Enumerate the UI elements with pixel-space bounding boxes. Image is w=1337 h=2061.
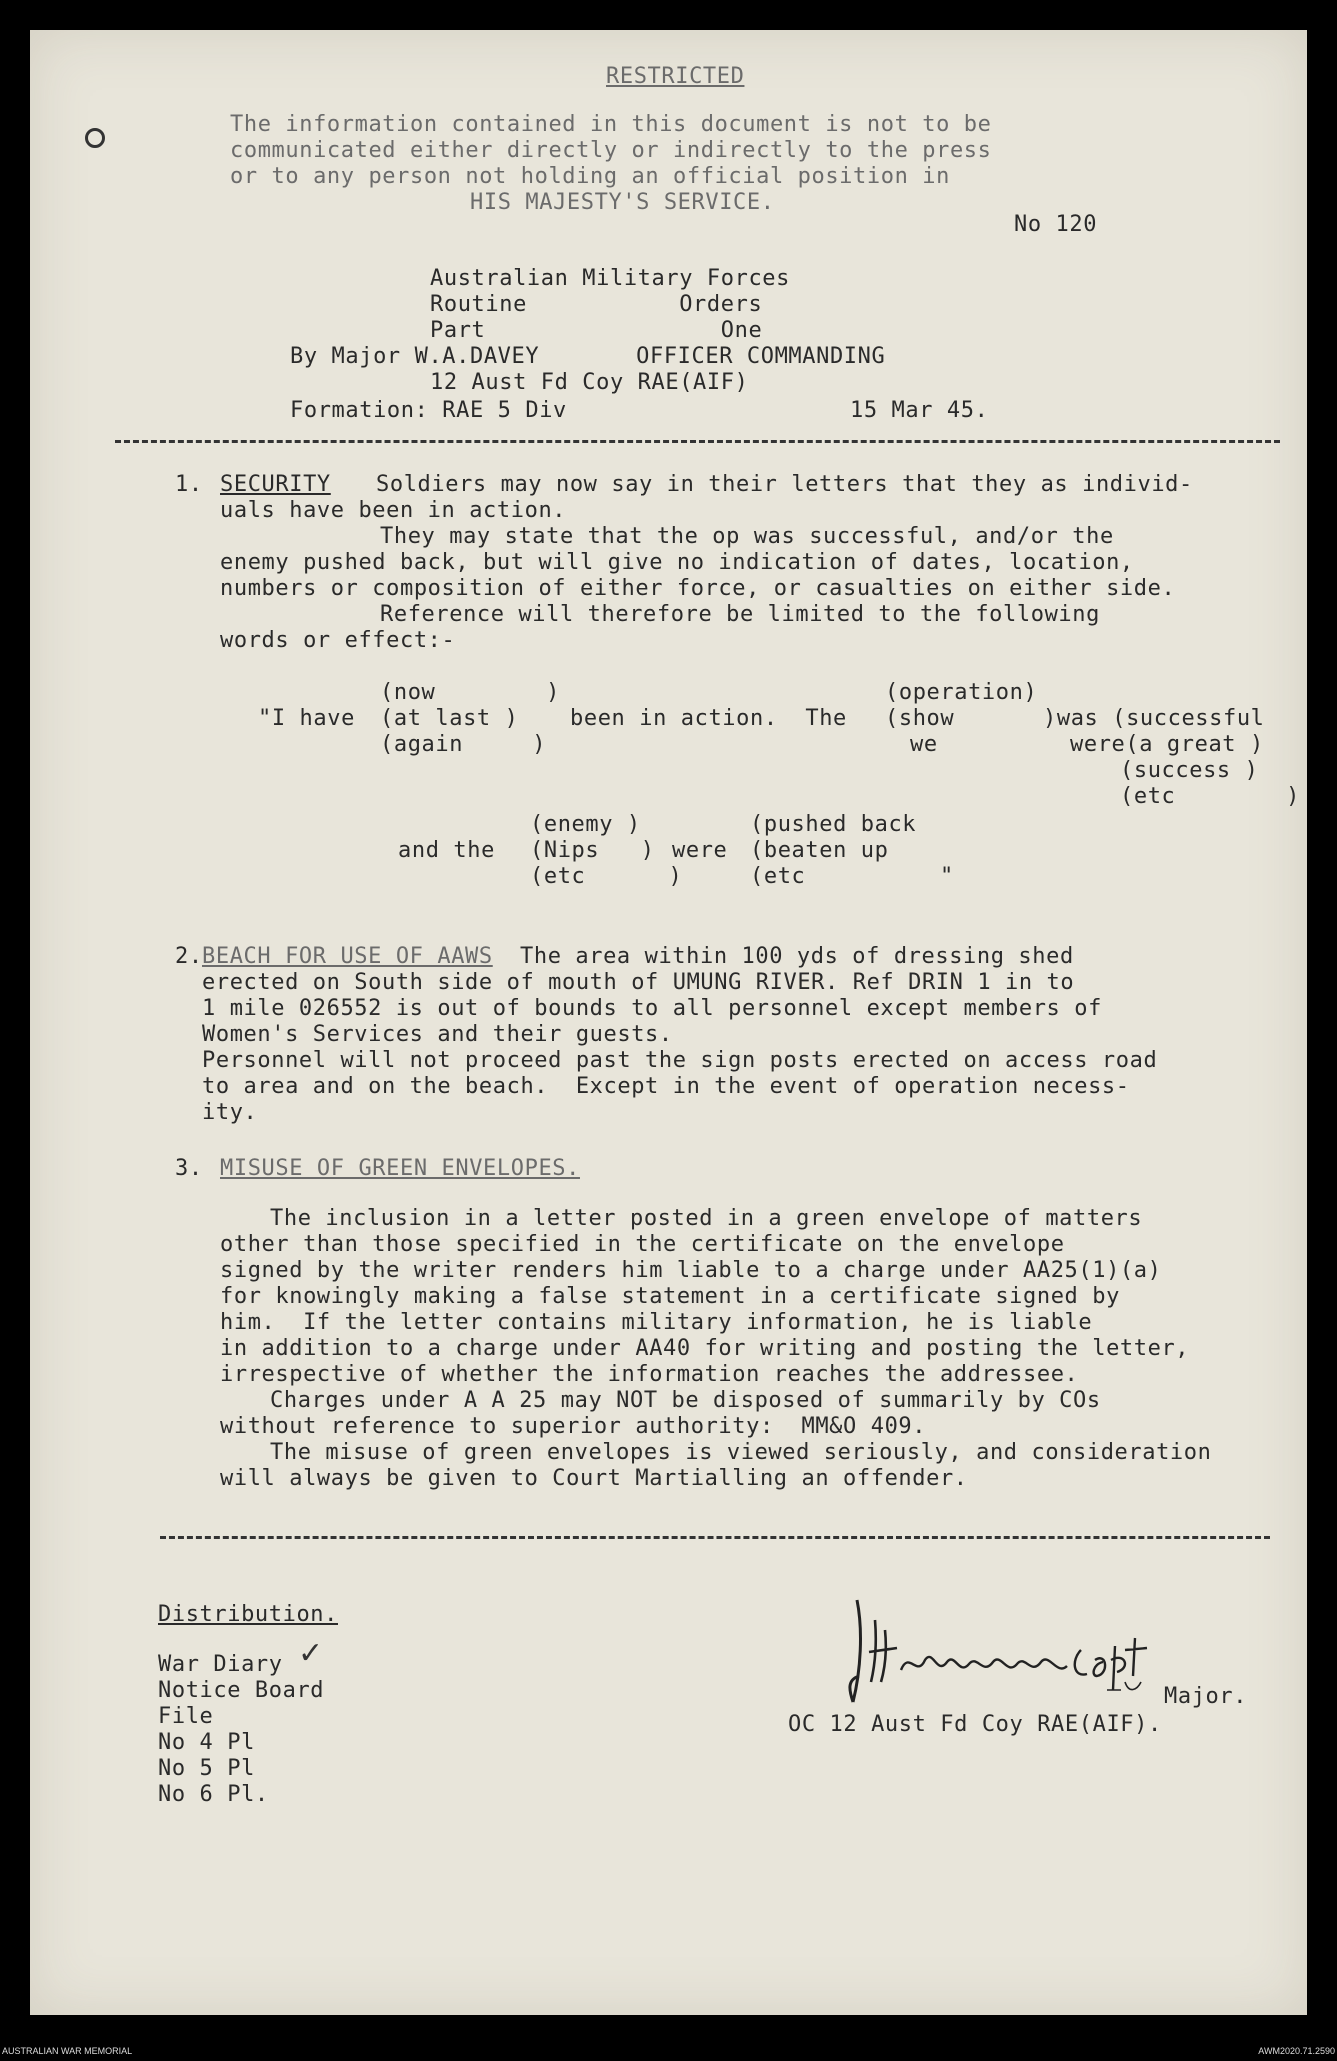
example-option: (show bbox=[885, 706, 955, 731]
title-line-1: Australian Military Forces bbox=[430, 266, 790, 291]
distribution-item: No 5 Pl bbox=[158, 1756, 255, 1781]
order-date: 15 Mar 45. bbox=[850, 398, 989, 423]
distribution-item: Notice Board bbox=[158, 1678, 325, 1703]
section-2-number: 2. bbox=[175, 944, 203, 969]
title-line-4: By Major W.A.DAVEY OFFICER COMMANDING bbox=[290, 344, 886, 369]
example-option: (Nips ) bbox=[530, 838, 655, 863]
section-2-line: Women's Services and their guests. bbox=[202, 1022, 673, 1047]
example-option: )was (successful bbox=[1043, 706, 1265, 731]
section-1-line: Reference will therefore be limited to the following bbox=[380, 602, 1100, 627]
punch-hole-ring bbox=[85, 128, 105, 148]
formation-line: Formation: RAE 5 Div bbox=[290, 398, 567, 423]
example-were: were bbox=[672, 838, 728, 863]
example-close-quote: " bbox=[940, 864, 954, 889]
example-option: (at last ) bbox=[380, 706, 519, 731]
distribution-item: War Diary bbox=[158, 1652, 283, 1677]
section-3-line: will always be given to Court Martialling an offender. bbox=[220, 1466, 968, 1491]
example-option: (enemy ) bbox=[530, 812, 641, 837]
notice-line-4: HIS MAJESTY'S SERVICE. bbox=[470, 190, 775, 215]
example-option: were(a great ) bbox=[1070, 732, 1264, 757]
restricted-stamp: RESTRICTED bbox=[606, 64, 745, 89]
section-3-line: other than those specified in the certificate on the envelope bbox=[220, 1232, 1065, 1257]
title-line-3: Part One bbox=[430, 318, 763, 343]
section-2-line: erected on South side of mouth of UMUNG RIVER. Ref DRIN 1 in to bbox=[202, 970, 1075, 995]
distribution-item: File bbox=[158, 1704, 214, 1729]
section-3-line: Charges under A A 25 may NOT be disposed of summarily by COs bbox=[270, 1388, 1101, 1413]
order-number: No 120 bbox=[1014, 212, 1098, 237]
separator-rule-top bbox=[115, 440, 1280, 443]
section-1-line: They may state that the op was successful, and/or the bbox=[380, 524, 1114, 549]
example-option: (etc bbox=[750, 864, 806, 889]
section-3-line: The inclusion in a letter posted in a green envelope of matters bbox=[270, 1206, 1143, 1231]
section-3-heading: MISUSE OF GREEN ENVELOPES. bbox=[220, 1156, 580, 1181]
separator-rule-bottom bbox=[160, 1536, 1270, 1539]
signoff-unit: OC 12 Aust Fd Coy RAE(AIF). bbox=[788, 1712, 1162, 1737]
section-1-line: numbers or composition of either force, or casualties on either side. bbox=[220, 576, 1176, 601]
section-3-line: without reference to superior authority: MM&O 409. bbox=[220, 1414, 927, 1439]
notice-line-3: or to any person not holding an official position in bbox=[230, 164, 950, 189]
section-3-line: signed by the writer renders him liable to a charge under AA25(1)(a) bbox=[220, 1258, 1162, 1283]
section-1-line: words or effect:- bbox=[220, 628, 456, 653]
example-option: (beaten up bbox=[750, 838, 889, 863]
section-3-number: 3. bbox=[175, 1156, 203, 1181]
distribution-item: No 4 Pl bbox=[158, 1730, 255, 1755]
archive-footer bbox=[0, 2040, 1337, 2061]
title-line-5: 12 Aust Fd Coy RAE(AIF) bbox=[430, 370, 749, 395]
section-3-line: in addition to a charge under AA40 for writing and posting the letter, bbox=[220, 1336, 1190, 1361]
signoff-rank: Major. bbox=[1164, 1684, 1248, 1709]
example-option: (now ) bbox=[380, 680, 560, 705]
example-option: (pushed back bbox=[750, 812, 917, 837]
notice-line-2: communicated either directly or indirectly to the press bbox=[230, 138, 992, 163]
section-1-line: uals have been in action. bbox=[220, 498, 567, 523]
document-page bbox=[30, 30, 1307, 2015]
section-2-heading: BEACH FOR USE OF AAWS bbox=[202, 944, 493, 969]
example-option: (etc ) bbox=[1120, 784, 1300, 809]
footer-accession-number: AWM2020.71.2590 bbox=[1258, 2046, 1335, 2056]
example-and-the: and the bbox=[398, 838, 495, 863]
footer-institution: AUSTRALIAN WAR MEMORIAL bbox=[2, 2046, 133, 2056]
section-3-line: for knowingly making a false statement in a certificate signed by bbox=[220, 1284, 1120, 1309]
section-2-line: The area within 100 yds of dressing shed bbox=[520, 944, 1074, 969]
checkmark-icon: ✓ bbox=[298, 1636, 324, 1671]
distribution-item: No 6 Pl. bbox=[158, 1782, 269, 1807]
section-3-line: irrespective of whether the information reaches the addressee. bbox=[220, 1362, 1079, 1387]
title-line-2: Routine Orders bbox=[430, 292, 763, 317]
section-3-line: The misuse of green envelopes is viewed seriously, and consideration bbox=[270, 1440, 1212, 1465]
section-3-line: him. If the letter contains military information, he is liable bbox=[220, 1310, 1093, 1335]
section-2-line: Personnel will not proceed past the sign posts erected on access road bbox=[202, 1048, 1158, 1073]
section-2-line: to area and on the beach. Except in the event of operation necess- bbox=[202, 1074, 1130, 1099]
section-1-heading: SECURITY bbox=[220, 472, 331, 497]
section-1-line: Soldiers may now say in their letters that they as individ- bbox=[376, 472, 1193, 497]
section-1-line: enemy pushed back, but will give no indication of dates, location, bbox=[220, 550, 1134, 575]
section-1-number: 1. bbox=[175, 472, 203, 497]
example-option: (operation) bbox=[885, 680, 1038, 705]
section-2-line: 1 mile 026552 is out of bounds to all personnel except members of bbox=[202, 996, 1102, 1021]
handwritten-signature bbox=[845, 1590, 1185, 1710]
example-option: (etc ) bbox=[530, 864, 683, 889]
example-option: (success ) bbox=[1120, 758, 1259, 783]
distribution-heading: Distribution. bbox=[158, 1602, 338, 1627]
example-i-have: "I have bbox=[258, 706, 355, 731]
example-been-in-action: been in action. The bbox=[570, 706, 847, 731]
example-option: (again ) bbox=[380, 732, 547, 757]
section-2-line: ity. bbox=[202, 1100, 258, 1125]
notice-line-1: The information contained in this document is not to be bbox=[230, 112, 992, 137]
example-option: we bbox=[910, 732, 938, 757]
